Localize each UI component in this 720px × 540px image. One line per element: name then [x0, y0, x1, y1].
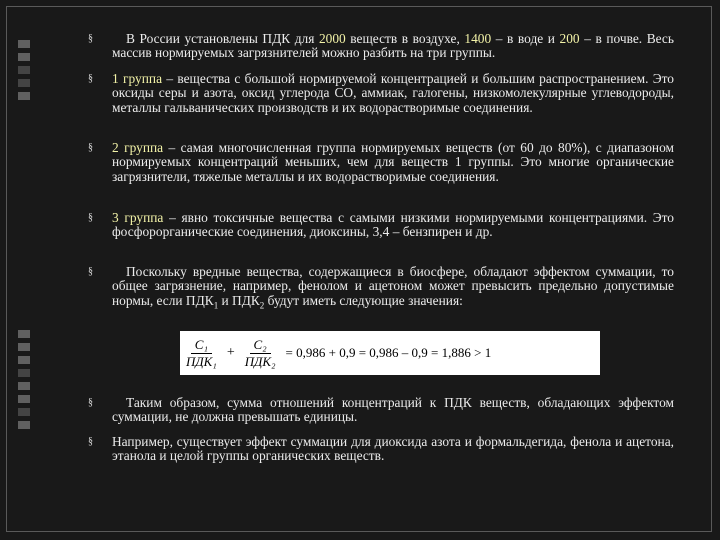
bullet-icon: §	[88, 73, 93, 84]
decorative-stripes-top	[18, 40, 30, 105]
plus-sign: +	[226, 345, 235, 360]
text-run: – самая многочисленная группа нормируемых веществ (от 60 до 80%), с диапазоном нормируемых концентраций меньших, чем для веществ 1 группы. Это многие органические загрязнители, тяжелые металлы и их водорастворимые соединения.	[112, 140, 675, 184]
text-run: будут иметь следующие значения:	[264, 292, 463, 308]
paragraph-conclusion	[112, 396, 674, 425]
group-3-label: 3 группа	[112, 210, 164, 225]
formula-box	[180, 331, 600, 375]
bullet-icon: §	[88, 33, 93, 44]
text-run: – в воде и	[491, 31, 560, 46]
fraction-numerator: C₁	[191, 337, 212, 354]
bullet-icon: §	[88, 212, 93, 223]
number-soil: 200	[559, 31, 580, 46]
subscript: 2	[259, 300, 265, 311]
fraction-2	[245, 337, 276, 370]
fraction-denominator: ПДК₂	[244, 353, 276, 369]
paragraph-group-2	[112, 141, 674, 184]
fraction-1	[186, 337, 217, 370]
formula-result: = 0,986 + 0,9 = 0,986 – 0,9 = 1,886 > 1	[285, 345, 492, 360]
subscript: 1	[213, 300, 219, 311]
text-run: – в почве. Весь массив нормируемых загрязнителей можно разбить на три группы.	[112, 31, 674, 61]
decorative-stripes-bottom	[18, 330, 30, 434]
text-run: – явно токсичные вещества с самыми низкими нормируемыми концентрациями. Это фосфорорганические соединения, диоксины, 3,4 – бензпирен и др.	[112, 210, 674, 240]
paragraph-group-3	[112, 211, 674, 240]
fraction-denominator: ПДК₁	[186, 353, 217, 369]
paragraph-pdk-intro	[112, 32, 674, 61]
paragraph-group-1	[112, 72, 674, 115]
text-run: – вещества с большой нормируемой концентрацией и большим распространением. Это оксиды серы и азота, оксид углерода CO, аммиак, галогены, низкомолекулярные углеводороды, металлы гальванических производств и их водорастворимые соединения.	[112, 71, 674, 115]
bullet-icon: §	[88, 266, 93, 277]
bullet-icon: §	[88, 397, 93, 408]
paragraph-summation	[112, 265, 674, 313]
bullet-icon: §	[88, 142, 93, 153]
number-air: 2000	[318, 31, 346, 46]
text-run: Например, существует эффект суммации для диоксида азота и формальдегида, фенола и ацетона, этанола и целой группы органических веществ.	[112, 434, 674, 464]
fraction-numerator: C₂	[250, 337, 271, 354]
text-run: В России установлены ПДК для	[126, 31, 319, 46]
text-run: и ПДК	[218, 292, 260, 308]
text-run: Поскольку вредные вещества, содержащиеся в биосфере, обладают эффектом суммации, то общее загрязнение, например, фенолом и ацетоном может превысить предельно допустимые нормы, если ПДК	[112, 264, 674, 308]
number-water: 1400	[464, 31, 492, 46]
bullet-icon: §	[88, 436, 93, 447]
group-2-label: 2 группа	[112, 140, 164, 155]
group-1-label: 1 группа	[112, 71, 163, 86]
text-run: Таким образом, сумма отношений концентраций к ПДК веществ, обладающих эффектом суммации, не должна превышать единицы.	[112, 395, 674, 425]
text-run: веществ в воздухе,	[345, 31, 465, 46]
paragraph-example	[112, 435, 674, 464]
